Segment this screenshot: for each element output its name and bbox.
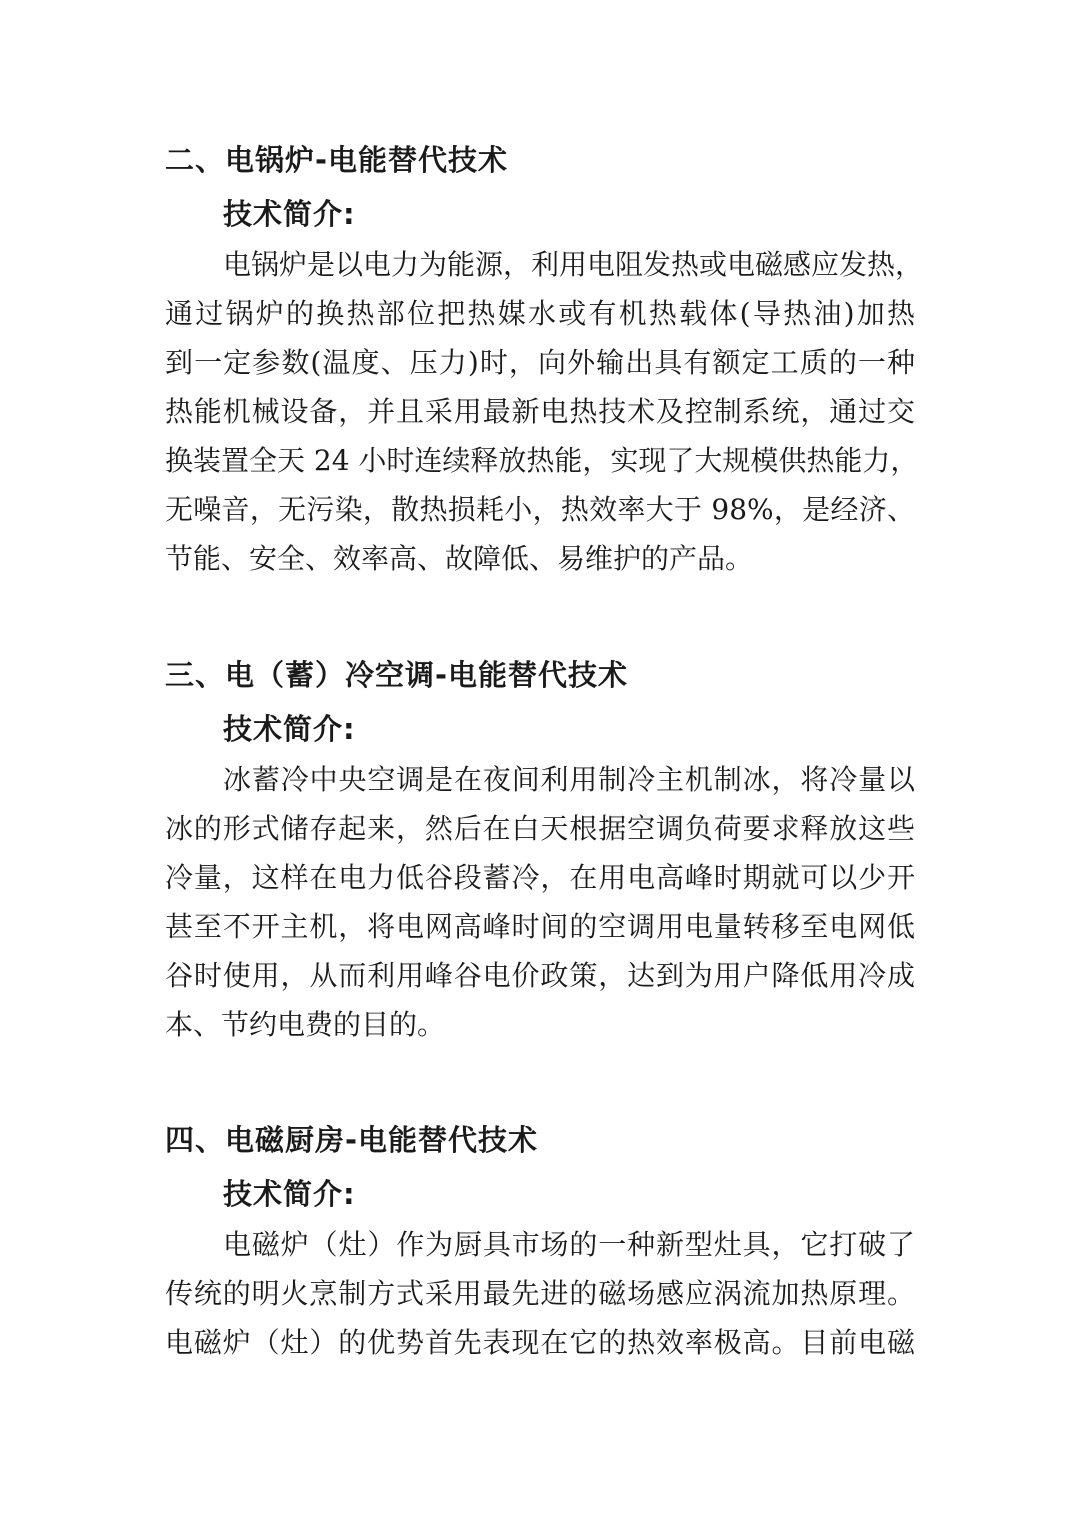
section-ice-storage-ac — [165, 655, 925, 1049]
paragraph-line: 本、节约电费的目的。 — [165, 1008, 446, 1041]
paragraph-line: 冰的形式储存起来，然后在白天根据空调负荷要求释放这些 — [165, 812, 915, 845]
section-heading: 三、电（蓄）冷空调-电能替代技术 — [165, 658, 629, 692]
paragraph-line: 通过锅炉的换热部位把热媒水或有机热载体(导热油)加热 — [165, 297, 915, 330]
section-heading: 二、电锅炉-电能替代技术 — [165, 143, 509, 177]
section-electric-boiler — [165, 140, 925, 583]
paragraph-line: 冰蓄冷中央空调是在夜间利用制冷主机制冰，将冷量以 — [223, 763, 915, 796]
section-paragraph — [165, 240, 924, 583]
section-induction-kitchen — [165, 1120, 925, 1367]
paragraph-line: 电锅炉是以电力为能源，利用电阻发热或电磁感应发热， — [223, 248, 924, 281]
paragraph-line: 冷量，这样在电力低谷段蓄冷，在用电高峰时期就可以少开 — [165, 861, 915, 894]
paragraph-line: 传统的明火烹制方式采用最先进的磁场感应涡流加热原理。 — [165, 1277, 915, 1310]
section-heading: 四、电磁厨房-电能替代技术 — [165, 1123, 539, 1157]
paragraph-line: 电磁炉（灶）作为厨具市场的一种新型灶具，它打破了 — [223, 1228, 915, 1261]
section-subheading: 技术简介: — [223, 197, 356, 231]
section-paragraph — [165, 755, 915, 1049]
paragraph-line: 甚至不开主机，将电网高峰时间的空调用电量转移至电网低 — [165, 910, 915, 943]
paragraph-line: 热能机械设备，并且采用最新电热技术及控制系统，通过交 — [165, 395, 915, 428]
paragraph-line: 节能、安全、效率高、故障低、易维护的产品。 — [165, 542, 754, 575]
paragraph-line: 电磁炉（灶）的优势首先表现在它的热效率极高。目前电磁 — [165, 1326, 915, 1359]
paragraph-line: 无噪音，无污染，散热损耗小，热效率大于 98%，是经济、 — [165, 493, 915, 526]
paragraph-line: 到一定参数(温度、压力)时，向外输出具有额定工质的一种 — [165, 346, 915, 379]
section-subheading: 技术简介: — [223, 712, 356, 746]
section-subheading: 技术简介: — [223, 1177, 356, 1211]
paragraph-line: 谷时使用，从而利用峰谷电价政策，达到为用户降低用冷成 — [165, 959, 915, 992]
paragraph-line: 换装置全天 24 小时连续释放热能，实现了大规模供热能力， — [165, 444, 919, 477]
section-paragraph — [165, 1220, 915, 1367]
